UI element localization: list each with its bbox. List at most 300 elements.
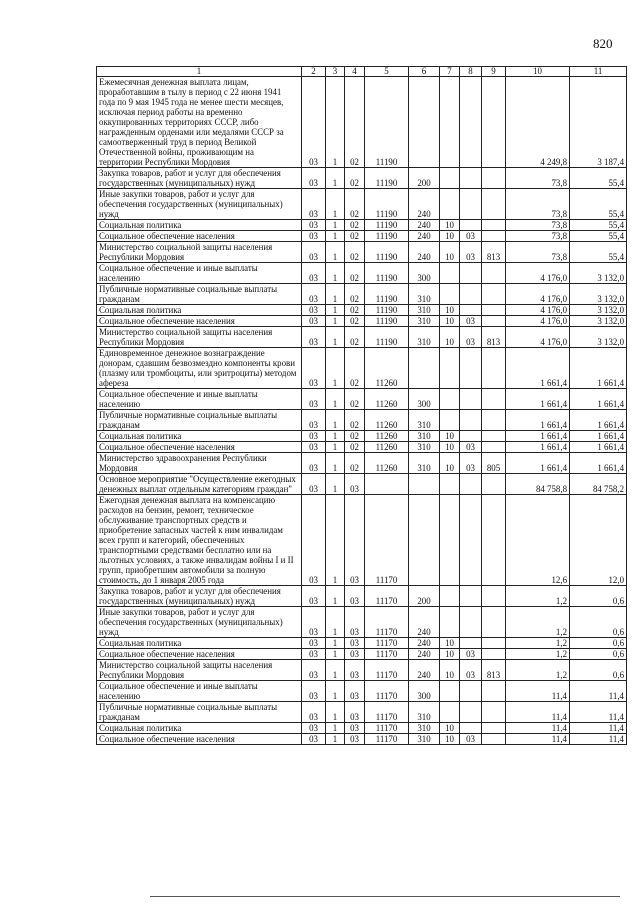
code-gp: 03	[302, 410, 326, 431]
code-expense-type: 300	[409, 681, 440, 702]
code-gp: 03	[302, 431, 326, 442]
code-sub: 1	[326, 284, 345, 305]
code-section	[440, 607, 460, 638]
code-main: 02	[345, 220, 365, 231]
amount-year-2: 84 758,2	[570, 474, 627, 495]
code-ministry	[482, 702, 506, 723]
header-cell: 9	[482, 67, 506, 77]
code-main: 02	[345, 189, 365, 220]
row-description: Социальное обеспечение и иные выплаты населению	[97, 681, 302, 702]
code-expense-type: 310	[409, 723, 440, 734]
code-ministry	[482, 389, 506, 410]
code-subsection	[460, 220, 482, 231]
amount-year-1: 1 661,4	[506, 453, 570, 474]
code-expense-type: 310	[409, 453, 440, 474]
row-description: Социальное обеспечение населения	[97, 442, 302, 453]
code-direction: 11190	[365, 263, 409, 284]
code-sub: 1	[326, 168, 345, 189]
code-direction: 11170	[365, 660, 409, 681]
row-description: Публичные нормативные социальные выплаты гражданам	[97, 702, 302, 723]
row-description: Социальная политика	[97, 220, 302, 231]
code-main: 02	[345, 284, 365, 305]
table-row	[97, 607, 627, 638]
code-expense-type	[409, 495, 440, 586]
code-sub: 1	[326, 495, 345, 586]
code-subsection	[460, 305, 482, 316]
row-description: Социальное обеспечение населения	[97, 316, 302, 327]
row-description: Иные закупки товаров, работ и услуг для обеспечения государственных (муниципальных) нужд	[97, 607, 302, 638]
amount-year-1: 4 176,0	[506, 327, 570, 348]
code-gp: 03	[302, 442, 326, 453]
code-main: 02	[345, 316, 365, 327]
code-gp: 03	[302, 189, 326, 220]
code-main: 02	[345, 389, 365, 410]
amount-year-1: 1,2	[506, 607, 570, 638]
code-subsection: 03	[460, 660, 482, 681]
code-subsection	[460, 495, 482, 586]
code-gp: 03	[302, 660, 326, 681]
code-sub: 1	[326, 649, 345, 660]
code-section: 10	[440, 453, 460, 474]
table-row	[97, 495, 627, 586]
code-expense-type: 310	[409, 702, 440, 723]
code-section	[440, 189, 460, 220]
header-cell: 3	[326, 67, 345, 77]
row-description: Основное мероприятие "Осуществление ежегодных денежных выплат отдельным категориям граждан"	[97, 474, 302, 495]
code-gp: 03	[302, 389, 326, 410]
table-row	[97, 723, 627, 734]
table-row	[97, 168, 627, 189]
page-number: 820	[593, 36, 613, 51]
header-cell: 8	[460, 67, 482, 77]
code-subsection	[460, 410, 482, 431]
code-section: 10	[440, 242, 460, 263]
amount-year-2: 11,4	[570, 734, 627, 745]
code-sub: 1	[326, 474, 345, 495]
amount-year-2: 12,0	[570, 495, 627, 586]
code-expense-type: 200	[409, 586, 440, 607]
amount-year-1: 4 176,0	[506, 316, 570, 327]
amount-year-2: 11,4	[570, 702, 627, 723]
code-main: 02	[345, 348, 365, 389]
code-ministry	[482, 348, 506, 389]
code-subsection	[460, 607, 482, 638]
code-main: 02	[345, 305, 365, 316]
code-expense-type: 240	[409, 649, 440, 660]
code-direction: 11260	[365, 348, 409, 389]
amount-year-2: 0,6	[570, 607, 627, 638]
code-direction: 11170	[365, 681, 409, 702]
code-subsection: 03	[460, 316, 482, 327]
amount-year-2: 1 661,4	[570, 348, 627, 389]
code-direction: 11190	[365, 242, 409, 263]
code-subsection	[460, 431, 482, 442]
amount-year-1: 73,8	[506, 168, 570, 189]
code-subsection: 03	[460, 453, 482, 474]
code-main: 02	[345, 242, 365, 263]
code-subsection	[460, 348, 482, 389]
table-row	[97, 284, 627, 305]
row-description: Социальное обеспечение населения	[97, 649, 302, 660]
code-subsection: 03	[460, 734, 482, 745]
code-subsection	[460, 77, 482, 168]
code-sub: 1	[326, 327, 345, 348]
code-direction: 11190	[365, 305, 409, 316]
row-description: Социальное обеспечение населения	[97, 231, 302, 242]
header-cell: 5	[365, 67, 409, 77]
code-subsection	[460, 389, 482, 410]
row-description: Министерство социальной защиты населения Республики Мордовия	[97, 327, 302, 348]
code-main: 03	[345, 723, 365, 734]
code-subsection	[460, 681, 482, 702]
code-expense-type: 240	[409, 660, 440, 681]
code-sub: 1	[326, 660, 345, 681]
code-section: 10	[440, 220, 460, 231]
table-row	[97, 453, 627, 474]
code-ministry	[482, 586, 506, 607]
code-section	[440, 263, 460, 284]
code-gp: 03	[302, 638, 326, 649]
code-section: 10	[440, 723, 460, 734]
code-expense-type: 310	[409, 284, 440, 305]
header-cell: 1	[97, 67, 302, 77]
row-description: Иные закупки товаров, работ и услуг для обеспечения государственных (муниципальных) нужд	[97, 189, 302, 220]
code-direction: 11170	[365, 607, 409, 638]
code-main: 02	[345, 453, 365, 474]
code-ministry	[482, 305, 506, 316]
code-main: 03	[345, 638, 365, 649]
code-sub: 1	[326, 348, 345, 389]
row-description: Закупка товаров, работ и услуг для обеспечения государственных (муниципальных) нужд	[97, 168, 302, 189]
table-row	[97, 734, 627, 745]
code-subsection	[460, 586, 482, 607]
amount-year-1: 1 661,4	[506, 410, 570, 431]
code-gp: 03	[302, 348, 326, 389]
code-section	[440, 702, 460, 723]
amount-year-1: 4 176,0	[506, 284, 570, 305]
amount-year-1: 1 661,4	[506, 348, 570, 389]
code-sub: 1	[326, 305, 345, 316]
code-main: 02	[345, 410, 365, 431]
amount-year-2: 1 661,4	[570, 389, 627, 410]
amount-year-2: 55,4	[570, 189, 627, 220]
code-expense-type	[409, 474, 440, 495]
amount-year-1: 73,8	[506, 242, 570, 263]
code-direction: 11170	[365, 734, 409, 745]
code-direction: 11190	[365, 168, 409, 189]
code-section	[440, 284, 460, 305]
code-main: 02	[345, 442, 365, 453]
code-gp: 03	[302, 305, 326, 316]
table-row	[97, 327, 627, 348]
code-gp: 03	[302, 231, 326, 242]
code-section	[440, 586, 460, 607]
code-ministry	[482, 231, 506, 242]
code-section: 10	[440, 231, 460, 242]
amount-year-1: 4 249,8	[506, 77, 570, 168]
header-cell: 7	[440, 67, 460, 77]
amount-year-1: 4 176,0	[506, 263, 570, 284]
amount-year-1: 73,8	[506, 189, 570, 220]
header-cell: 10	[506, 67, 570, 77]
code-section: 10	[440, 442, 460, 453]
code-section	[440, 168, 460, 189]
code-gp: 03	[302, 316, 326, 327]
code-main: 03	[345, 586, 365, 607]
table-row	[97, 316, 627, 327]
code-section	[440, 348, 460, 389]
code-gp: 03	[302, 168, 326, 189]
code-sub: 1	[326, 607, 345, 638]
amount-year-2: 3 132,0	[570, 316, 627, 327]
amount-year-2: 55,4	[570, 231, 627, 242]
row-description: Министерство здравоохранения Республики Мордовия	[97, 453, 302, 474]
code-ministry	[482, 263, 506, 284]
code-main: 02	[345, 327, 365, 348]
code-sub: 1	[326, 220, 345, 231]
code-direction: 11190	[365, 220, 409, 231]
code-sub: 1	[326, 389, 345, 410]
code-expense-type: 240	[409, 220, 440, 231]
amount-year-2: 3 132,0	[570, 284, 627, 305]
code-section: 10	[440, 431, 460, 442]
code-direction: 11170	[365, 638, 409, 649]
amount-year-2: 3 132,0	[570, 263, 627, 284]
code-ministry: 805	[482, 453, 506, 474]
code-subsection	[460, 168, 482, 189]
code-subsection	[460, 638, 482, 649]
table-row	[97, 681, 627, 702]
amount-year-2: 1 661,4	[570, 410, 627, 431]
header-cell: 4	[345, 67, 365, 77]
table-row	[97, 348, 627, 389]
code-sub: 1	[326, 431, 345, 442]
row-description: Закупка товаров, работ и услуг для обеспечения государственных (муниципальных) нужд	[97, 586, 302, 607]
code-section	[440, 410, 460, 431]
code-direction: 11170	[365, 649, 409, 660]
code-direction: 11170	[365, 723, 409, 734]
amount-year-1: 11,4	[506, 702, 570, 723]
code-gp: 03	[302, 284, 326, 305]
code-sub: 1	[326, 723, 345, 734]
code-direction: 11190	[365, 231, 409, 242]
table-row	[97, 189, 627, 220]
code-gp: 03	[302, 723, 326, 734]
code-gp: 03	[302, 77, 326, 168]
code-expense-type: 240	[409, 189, 440, 220]
row-description: Социальная политика	[97, 723, 302, 734]
amount-year-2: 55,4	[570, 168, 627, 189]
code-sub: 1	[326, 453, 345, 474]
header-cell: 6	[409, 67, 440, 77]
code-expense-type: 310	[409, 316, 440, 327]
code-main: 03	[345, 495, 365, 586]
code-main: 03	[345, 649, 365, 660]
code-gp: 03	[302, 263, 326, 284]
code-expense-type	[409, 77, 440, 168]
amount-year-1: 11,4	[506, 734, 570, 745]
code-gp: 03	[302, 327, 326, 348]
code-expense-type: 240	[409, 231, 440, 242]
row-description: Ежегодная денежная выплата на компенсацию расходов на бензин, ремонт, техническое обслуживание транспортных средств и приобретение запасных частей к ним инвалидам всех групп и категорий, обеспеченных транспортными средствами бесплатно или на льготных условиях, а также инвалидам войны I и II групп, приобретшим автомобили за полную стоимость, до 1 января 2005 года	[97, 495, 302, 586]
code-section: 10	[440, 638, 460, 649]
code-section	[440, 77, 460, 168]
amount-year-1: 1,2	[506, 660, 570, 681]
amount-year-2: 0,6	[570, 649, 627, 660]
code-ministry	[482, 607, 506, 638]
code-gp: 03	[302, 474, 326, 495]
header-row	[97, 67, 627, 77]
code-expense-type: 300	[409, 389, 440, 410]
code-section	[440, 474, 460, 495]
code-sub: 1	[326, 586, 345, 607]
amount-year-2: 3 132,0	[570, 305, 627, 316]
code-direction: 11170	[365, 495, 409, 586]
code-ministry	[482, 77, 506, 168]
code-section: 10	[440, 305, 460, 316]
code-gp: 03	[302, 453, 326, 474]
code-gp: 03	[302, 734, 326, 745]
code-ministry	[482, 284, 506, 305]
amount-year-2: 0,6	[570, 638, 627, 649]
code-direction: 11260	[365, 410, 409, 431]
code-ministry	[482, 442, 506, 453]
code-expense-type: 310	[409, 734, 440, 745]
code-sub: 1	[326, 410, 345, 431]
row-description: Публичные нормативные социальные выплаты гражданам	[97, 284, 302, 305]
code-gp: 03	[302, 649, 326, 660]
amount-year-1: 1 661,4	[506, 442, 570, 453]
code-subsection	[460, 284, 482, 305]
code-ministry	[482, 734, 506, 745]
code-expense-type: 310	[409, 442, 440, 453]
header-cell: 11	[570, 67, 627, 77]
code-ministry: 813	[482, 242, 506, 263]
row-description: Министерство социальной защиты населения Республики Мордовия	[97, 660, 302, 681]
code-subsection	[460, 474, 482, 495]
amount-year-2: 55,4	[570, 242, 627, 263]
table-row	[97, 263, 627, 284]
table-row	[97, 649, 627, 660]
amount-year-1: 1 661,4	[506, 431, 570, 442]
code-subsection: 03	[460, 649, 482, 660]
code-section: 10	[440, 327, 460, 348]
code-subsection: 03	[460, 242, 482, 263]
amount-year-1: 73,8	[506, 220, 570, 231]
row-description: Ежемесячная денежная выплата лицам, проработавшим в тылу в период с 22 июня 1941 года по 9 мая 1945 года не менее шести месяцев, исключая период работы на временно оккупированных территориях СССР, либо награжденным орденами или медалями СССР за самоотверженный труд в период Великой Отечественной войны, проживающим на территории Республики Мордовия	[97, 77, 302, 168]
code-section	[440, 495, 460, 586]
amount-year-1: 11,4	[506, 681, 570, 702]
amount-year-1: 84 758,8	[506, 474, 570, 495]
row-description: Публичные нормативные социальные выплаты гражданам	[97, 410, 302, 431]
code-sub: 1	[326, 263, 345, 284]
code-subsection	[460, 702, 482, 723]
code-ministry	[482, 474, 506, 495]
code-ministry	[482, 189, 506, 220]
amount-year-2: 55,4	[570, 220, 627, 231]
table-row	[97, 242, 627, 263]
amount-year-2: 1 661,4	[570, 442, 627, 453]
row-description: Социальная политика	[97, 638, 302, 649]
budget-table	[96, 66, 627, 745]
code-direction: 11170	[365, 702, 409, 723]
amount-year-2: 0,6	[570, 660, 627, 681]
code-main: 03	[345, 474, 365, 495]
code-ministry	[482, 410, 506, 431]
table-row	[97, 702, 627, 723]
code-sub: 1	[326, 77, 345, 168]
code-subsection: 03	[460, 442, 482, 453]
code-ministry	[482, 220, 506, 231]
header-cell: 2	[302, 67, 326, 77]
table-row	[97, 431, 627, 442]
bottom-rule	[150, 896, 620, 897]
code-expense-type: 240	[409, 607, 440, 638]
table-row	[97, 442, 627, 453]
code-expense-type: 310	[409, 327, 440, 348]
code-direction: 11260	[365, 431, 409, 442]
code-direction	[365, 474, 409, 495]
table-row	[97, 638, 627, 649]
table-row	[97, 305, 627, 316]
code-ministry: 813	[482, 327, 506, 348]
table-row	[97, 220, 627, 231]
code-main: 03	[345, 607, 365, 638]
amount-year-1: 1,2	[506, 649, 570, 660]
code-sub: 1	[326, 702, 345, 723]
code-expense-type: 300	[409, 263, 440, 284]
code-ministry	[482, 431, 506, 442]
code-sub: 1	[326, 316, 345, 327]
code-expense-type: 310	[409, 410, 440, 431]
code-gp: 03	[302, 681, 326, 702]
amount-year-2: 1 661,4	[570, 453, 627, 474]
row-description: Социальное обеспечение и иные выплаты населению	[97, 389, 302, 410]
table-row	[97, 410, 627, 431]
code-expense-type: 240	[409, 638, 440, 649]
code-section: 10	[440, 316, 460, 327]
code-ministry	[482, 168, 506, 189]
code-ministry	[482, 723, 506, 734]
code-section	[440, 389, 460, 410]
code-direction: 11170	[365, 586, 409, 607]
code-expense-type: 200	[409, 168, 440, 189]
row-description: Министерство социальной защиты населения Республики Мордовия	[97, 242, 302, 263]
table-row	[97, 231, 627, 242]
code-main: 03	[345, 660, 365, 681]
code-expense-type	[409, 348, 440, 389]
code-main: 02	[345, 168, 365, 189]
amount-year-2: 3 187,4	[570, 77, 627, 168]
amount-year-2: 1 661,4	[570, 431, 627, 442]
code-expense-type: 310	[409, 431, 440, 442]
code-direction: 11260	[365, 453, 409, 474]
code-gp: 03	[302, 220, 326, 231]
table-row	[97, 586, 627, 607]
code-main: 02	[345, 77, 365, 168]
code-ministry	[482, 649, 506, 660]
table-row	[97, 389, 627, 410]
amount-year-1: 11,4	[506, 723, 570, 734]
amount-year-1: 73,8	[506, 231, 570, 242]
code-gp: 03	[302, 495, 326, 586]
code-ministry	[482, 681, 506, 702]
code-subsection	[460, 263, 482, 284]
row-description: Социальная политика	[97, 305, 302, 316]
row-description: Социальное обеспечение и иные выплаты населению	[97, 263, 302, 284]
code-main: 03	[345, 702, 365, 723]
code-direction: 11260	[365, 442, 409, 453]
